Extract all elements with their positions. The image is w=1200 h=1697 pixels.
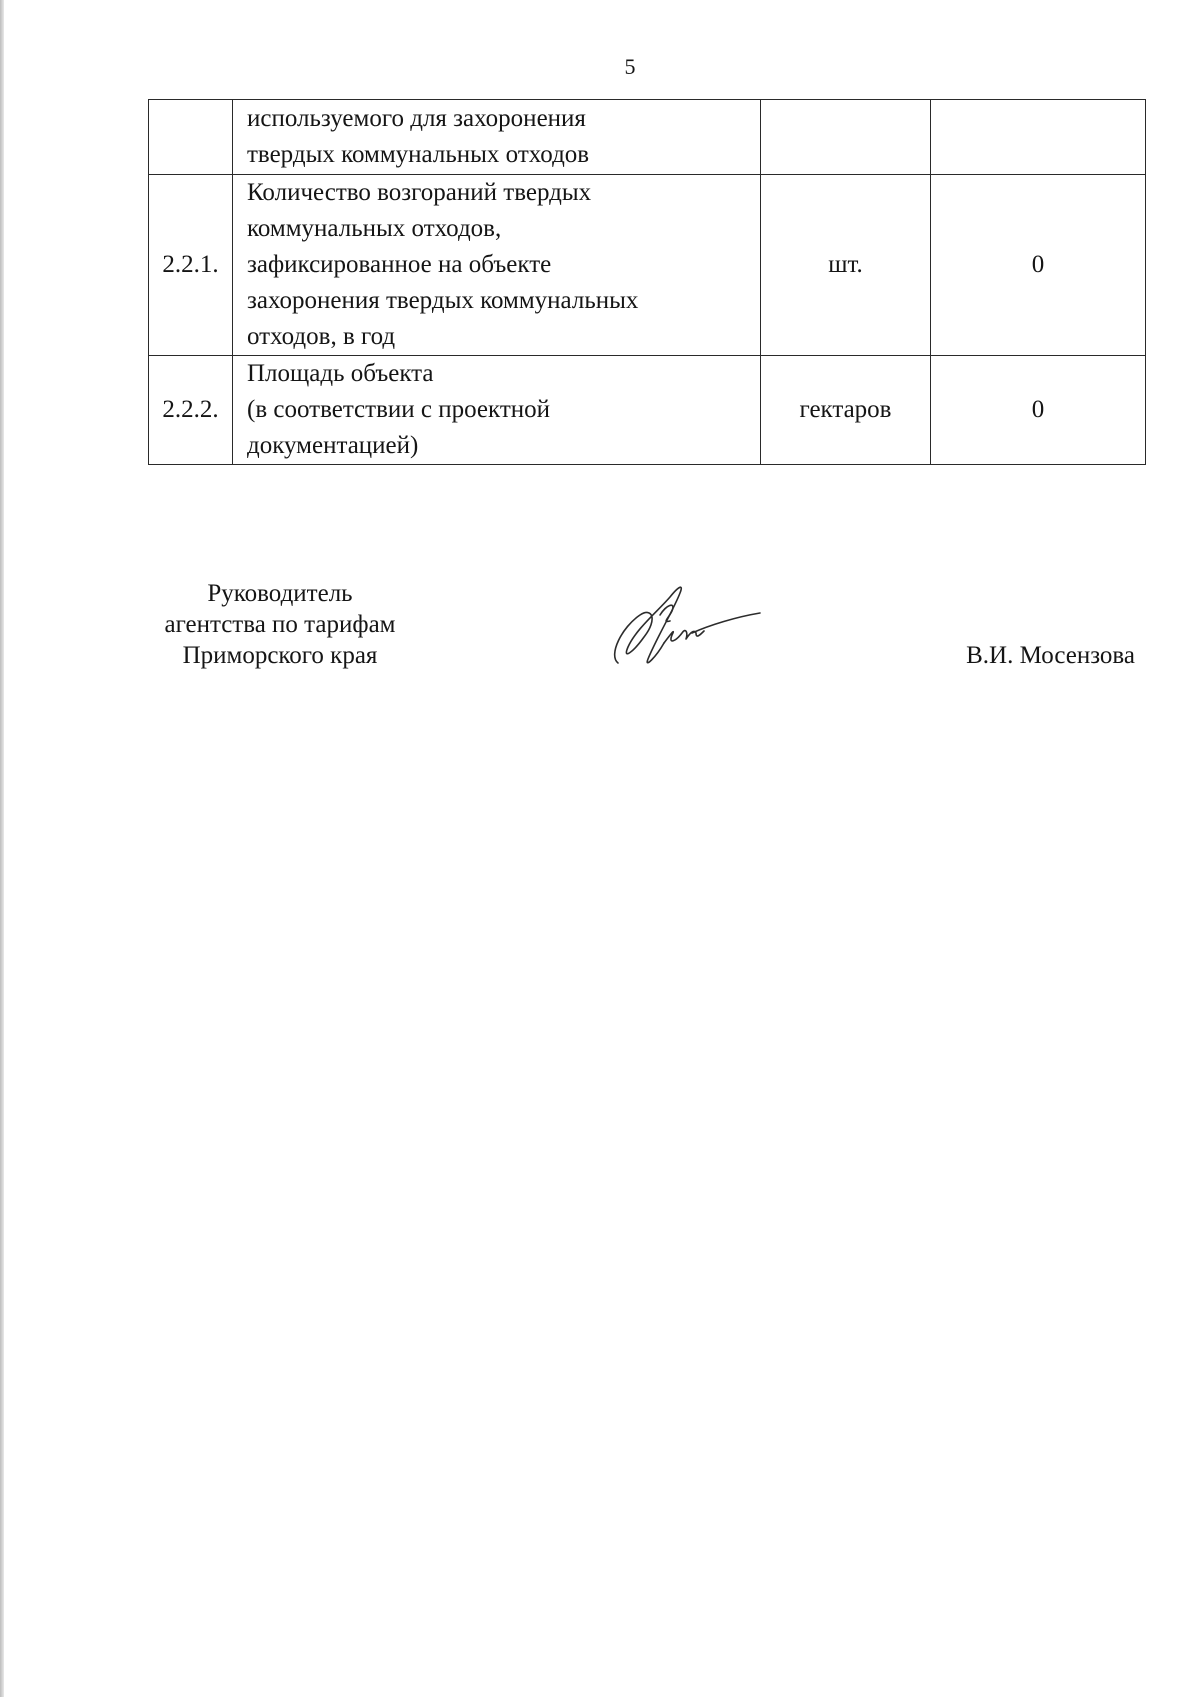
- row-number-cell: 2.2.2.: [149, 356, 233, 465]
- row-number-cell: 2.2.1.: [149, 175, 233, 356]
- unit-cell: шт.: [761, 175, 931, 356]
- signatory-position-line: Приморского края: [182, 642, 378, 669]
- signatory-name: В.И. Мосензова: [966, 642, 1135, 669]
- indicator-name-line: (в соответствии с проектной: [247, 396, 551, 423]
- indicator-name-line: используемого для захоронения: [247, 105, 586, 132]
- scan-edge-shadow: [0, 0, 4, 1697]
- signatory-position-line: Руководитель: [207, 580, 353, 607]
- indicator-name-line: зафиксированное на объекте: [247, 251, 552, 278]
- indicator-name-line: документацией): [247, 432, 419, 459]
- indicator-name-line: отходов, в год: [247, 323, 396, 350]
- handwritten-signature: [600, 575, 770, 675]
- indicator-name-line: захоронения твердых коммунальных: [247, 287, 639, 314]
- table-row: [149, 175, 1146, 356]
- value-cell: [931, 100, 1146, 175]
- value-cell: 0: [931, 356, 1146, 465]
- indicator-name-line: Количество возгораний твердых: [247, 179, 592, 206]
- page-number: 5: [624, 54, 636, 79]
- value-cell: 0: [931, 175, 1146, 356]
- indicators-table: [148, 99, 1146, 465]
- unit-cell: [761, 100, 931, 175]
- indicator-name-cell: [233, 100, 761, 175]
- signatory-position-line: агентства по тарифам: [164, 611, 396, 638]
- indicator-name-line: твердых коммунальных отходов: [247, 141, 590, 168]
- table-row: [149, 356, 1146, 465]
- indicator-name-cell: [233, 175, 761, 356]
- unit-cell: гектаров: [761, 356, 931, 465]
- indicator-name-line: Площадь объекта: [247, 360, 434, 387]
- indicator-name-line: коммунальных отходов,: [247, 215, 502, 242]
- indicator-name-cell: [233, 356, 761, 465]
- row-number-cell: [149, 100, 233, 175]
- signatory-position: [130, 578, 430, 671]
- table-row: [149, 100, 1146, 175]
